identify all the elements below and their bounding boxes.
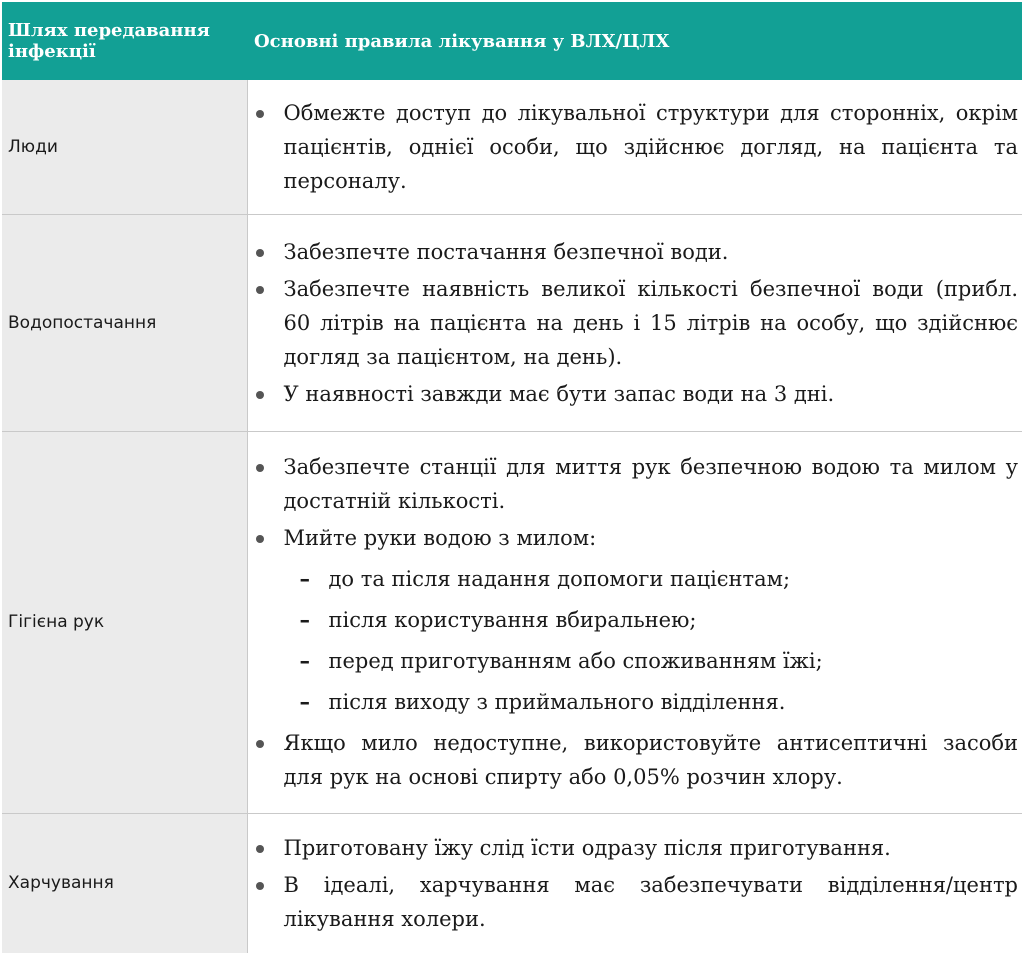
table-row [2, 431, 1022, 813]
rule-text: У наявності завжди має бути запас води на 3 дні. [283, 381, 835, 406]
rule-text: Якщо мило недоступне, використовуйте антисептичні засоби для рук на основі спирту або 0,05% розчин хлору. [283, 731, 1019, 789]
infection-control-table [2, 2, 1022, 953]
route-cell: Люди [2, 80, 247, 214]
bullet-icon [256, 391, 264, 399]
dash-icon: – [299, 566, 310, 591]
sub-item [284, 685, 1019, 719]
sub-text: після користування вбиральнею; [328, 608, 697, 632]
rule-text: Мийте руки водою з милом: [283, 526, 597, 550]
rules-cell [247, 80, 1022, 214]
rule-item [248, 831, 1023, 865]
table-row [2, 80, 1022, 214]
bullet-icon [256, 882, 264, 890]
sub-item [284, 562, 1019, 596]
bullet-icon [256, 110, 264, 118]
route-cell: Водопостачання [2, 214, 247, 431]
rule-text: Забезпечте постачання безпечної води. [283, 239, 729, 264]
sub-text: до та після надання допомоги пацієнтам; [328, 567, 791, 591]
rules-cell [247, 214, 1022, 431]
rule-item [248, 450, 1023, 518]
rules-cell [247, 813, 1022, 953]
dash-icon: – [299, 607, 310, 632]
route-cell: Харчування [2, 813, 247, 953]
dash-icon: – [299, 648, 310, 673]
rule-item [248, 235, 1023, 269]
route-cell: Гігієна рук [2, 431, 247, 813]
sub-item [284, 603, 1019, 637]
header-col2: Основні правила лікування у ВЛХ/ЦЛХ [254, 30, 670, 52]
sub-text: перед приготуванням або споживанням їжі; [328, 649, 823, 673]
sub-list [284, 562, 1019, 719]
bullet-icon [256, 249, 264, 257]
bullet-icon [256, 286, 264, 294]
table-row [2, 813, 1022, 953]
rule-text: Забезпечте станції для миття рук безпечною водою та милом у достатній кількості. [283, 455, 1019, 513]
sub-text: після виходу з приймального відділення. [328, 690, 786, 714]
rule-item [248, 868, 1023, 936]
rule-item [248, 521, 1023, 719]
rule-item [248, 272, 1023, 374]
rule-item [248, 726, 1023, 794]
rule-item [248, 96, 1023, 198]
rule-item [248, 377, 1023, 411]
rule-text: Забезпечте наявність великої кількості безпечної води (прибл. 60 літрів на пацієнта на день і 15 літрів на особу, що здійснює догляд за пацієнтом, на день). [283, 276, 1019, 369]
bullet-icon [256, 464, 264, 472]
header-row [2, 2, 1022, 80]
bullet-icon [256, 845, 264, 853]
rule-text: Приготовану їжу слід їсти одразу після приготування. [283, 835, 891, 860]
rules-cell [247, 431, 1022, 813]
bullet-icon [256, 740, 264, 748]
rule-text: Обмежте доступ до лікувальної структури для сторонніх, окрім пацієнтів, однієї особи, що здійснює догляд, на пацієнта та персоналу. [283, 100, 1019, 193]
header-col1: Шлях передавання інфекції [8, 20, 210, 62]
table-row [2, 214, 1022, 431]
rule-text: В ідеалі, харчування має забезпечувати відділення/центр лікування холери. [283, 872, 1019, 931]
dash-icon: – [299, 689, 310, 714]
header-cells [2, 2, 1022, 80]
sub-item [284, 644, 1019, 678]
bullet-icon [256, 535, 264, 543]
